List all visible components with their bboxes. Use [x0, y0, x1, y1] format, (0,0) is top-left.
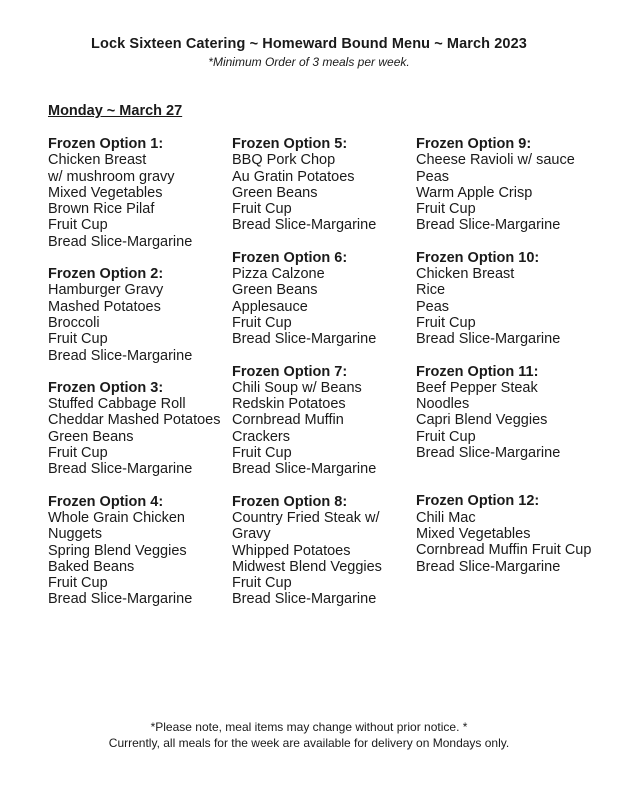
- option-title: Frozen Option 10:: [416, 249, 540, 266]
- menu-header: [0, 36, 618, 69]
- option-items: [416, 510, 606, 575]
- menu-item: Gravy: [232, 526, 271, 543]
- menu-column-2: [232, 136, 422, 624]
- minimum-order-note: *Minimum Order of 3 meals per week.: [208, 55, 410, 69]
- menu-item: Chili Mac: [416, 509, 476, 526]
- menu-item: Bread Slice-Margarine: [232, 331, 377, 348]
- option-title: Frozen Option 3:: [48, 379, 164, 396]
- option-items: [232, 380, 422, 478]
- option-items: [416, 152, 606, 233]
- menu-item: Green Beans: [232, 282, 318, 299]
- menu-option: [48, 136, 238, 250]
- option-title: Frozen Option 11:: [416, 363, 539, 380]
- menu-item: Au Gratin Potatoes: [232, 168, 355, 185]
- menu-item: Bread Slice-Margarine: [232, 461, 377, 478]
- menu-item: Capri Blend Veggies: [416, 412, 548, 429]
- option-title: Frozen Option 12:: [416, 493, 540, 510]
- menu-item: Bread Slice-Margarine: [416, 217, 561, 234]
- option-items: [232, 266, 422, 347]
- menu-option: [232, 250, 422, 348]
- menu-item: Beef Pepper Steak: [416, 379, 538, 396]
- menu-item: Fruit Cup: [416, 314, 476, 331]
- menu-item: Green Beans: [232, 184, 318, 201]
- menu-item: Cornbread Muffin Fruit Cup: [416, 542, 592, 559]
- day-heading: Monday ~ March 27: [48, 103, 183, 119]
- menu-item: Bread Slice-Margarine: [416, 558, 561, 575]
- menu-item: Bread Slice-Margarine: [48, 347, 193, 364]
- menu-item: Fruit Cup: [232, 575, 292, 592]
- menu-item: Fruit Cup: [416, 428, 476, 445]
- option-title: Frozen Option 2:: [48, 266, 164, 283]
- option-items: [48, 396, 238, 477]
- menu-column-3: [416, 136, 606, 591]
- menu-item: Bread Slice-Margarine: [48, 233, 193, 250]
- menu-item: Crackers: [232, 428, 291, 445]
- menu-option: [416, 250, 606, 348]
- menu-item: Fruit Cup: [48, 217, 108, 234]
- menu-item: Fruit Cup: [232, 445, 292, 462]
- menu-item: Fruit Cup: [232, 201, 292, 218]
- menu-item: Cornbread Muffin: [232, 412, 344, 429]
- option-title: Frozen Option 1:: [48, 136, 164, 152]
- menu-item: Peas: [416, 298, 450, 315]
- footer-note-delivery: Currently, all meals for the week are available for delivery on Mondays only.: [108, 736, 510, 750]
- option-items: [416, 380, 606, 461]
- option-title: Frozen Option 5:: [232, 136, 348, 152]
- option-items: [232, 152, 422, 233]
- option-items: [48, 282, 238, 363]
- option-items: [232, 510, 422, 608]
- option-items: [48, 152, 238, 250]
- option-title: Frozen Option 9:: [416, 136, 532, 152]
- menu-item: Green Beans: [48, 428, 134, 445]
- menu-item: Mixed Vegetables: [416, 525, 531, 542]
- menu-option: [232, 364, 422, 478]
- menu-item: Hamburger Gravy: [48, 282, 164, 299]
- menu-item: Mashed Potatoes: [48, 298, 161, 315]
- option-title: Frozen Option 4:: [48, 493, 164, 510]
- menu-item: Fruit Cup: [48, 331, 108, 348]
- menu-item: Bread Slice-Margarine: [232, 217, 377, 234]
- menu-item: Peas: [416, 168, 450, 185]
- menu-item: Midwest Blend Veggies: [232, 558, 382, 575]
- menu-option: [416, 136, 606, 234]
- menu-option: [48, 380, 238, 478]
- menu-item: BBQ Pork Chop: [232, 152, 336, 169]
- menu-option: [48, 494, 238, 608]
- menu-item: Bread Slice-Margarine: [48, 461, 193, 478]
- menu-item: Chicken Breast: [48, 152, 147, 169]
- menu-item: Fruit Cup: [416, 201, 476, 218]
- footer-notes: [0, 719, 618, 751]
- menu-item: Bread Slice-Margarine: [416, 331, 561, 348]
- option-title: Frozen Option 7:: [232, 363, 348, 380]
- menu-item: Redskin Potatoes: [232, 396, 346, 413]
- menu-item: Nuggets: [48, 526, 103, 543]
- menu-item: Country Fried Steak w/: [232, 509, 380, 526]
- menu-item: Fruit Cup: [232, 314, 292, 331]
- menu-option: [416, 364, 606, 462]
- menu-item: Pizza Calzone: [232, 266, 325, 283]
- menu-item: Spring Blend Veggies: [48, 542, 187, 559]
- menu-item: Chili Soup w/ Beans: [232, 379, 362, 396]
- menu-option: [48, 266, 238, 364]
- menu-item: Bread Slice-Margarine: [48, 591, 193, 608]
- menu-item: Noodles: [416, 396, 470, 413]
- menu-item: w/ mushroom gravy: [48, 168, 175, 185]
- menu-option: [232, 494, 422, 608]
- menu-title: Lock Sixteen Catering ~ Homeward Bound Menu ~ March 2023: [91, 36, 527, 52]
- menu-column-1: [48, 136, 238, 624]
- menu-item: Stuffed Cabbage Roll: [48, 396, 186, 413]
- menu-item: Baked Beans: [48, 558, 135, 575]
- menu-item: Fruit Cup: [48, 445, 108, 462]
- menu-item: Chicken Breast: [416, 266, 515, 283]
- menu-item: Mixed Vegetables: [48, 184, 163, 201]
- menu-item: Rice: [416, 282, 446, 299]
- option-title: Frozen Option 6:: [232, 249, 348, 266]
- menu-option: [416, 493, 606, 574]
- footer-note-change: *Please note, meal items may change without prior notice. *: [150, 720, 468, 734]
- menu-option: [232, 136, 422, 234]
- menu-item: Whole Grain Chicken: [48, 509, 185, 526]
- menu-item: Fruit Cup: [48, 575, 108, 592]
- menu-item: Applesauce: [232, 298, 308, 315]
- menu-item: Bread Slice-Margarine: [416, 445, 561, 462]
- option-title: Frozen Option 8:: [232, 493, 348, 510]
- menu-item: Bread Slice-Margarine: [232, 591, 377, 608]
- menu-item: Cheddar Mashed Potatoes: [48, 412, 221, 429]
- menu-item: Broccoli: [48, 314, 100, 331]
- option-items: [416, 266, 606, 347]
- menu-item: Brown Rice Pilaf: [48, 201, 155, 218]
- menu-item: Warm Apple Crisp: [416, 184, 533, 201]
- option-items: [48, 510, 238, 608]
- menu-item: Whipped Potatoes: [232, 542, 351, 559]
- menu-item: Cheese Ravioli w/ sauce: [416, 152, 575, 169]
